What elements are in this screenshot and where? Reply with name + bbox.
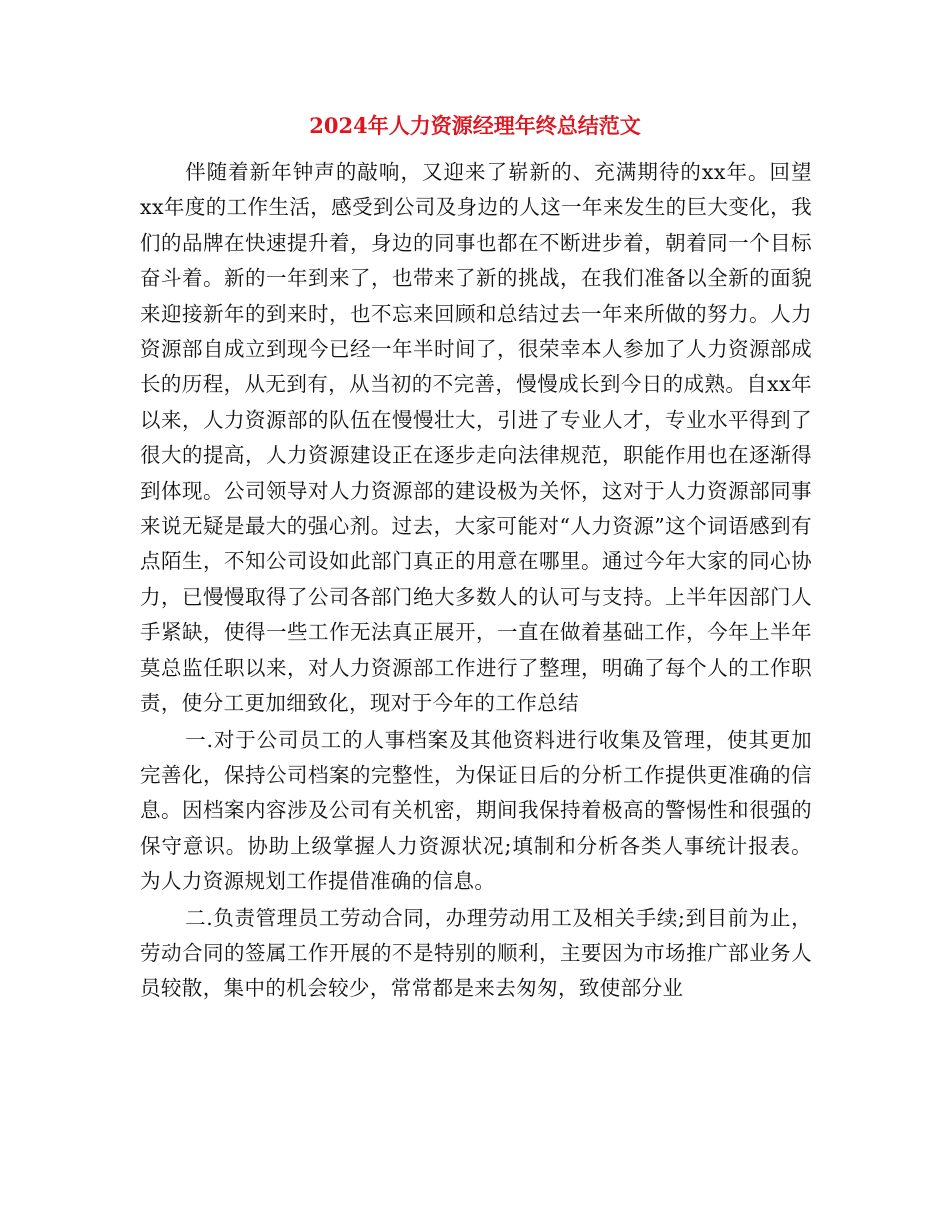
- paragraph-item-1: 一.对于公司员工的人事档案及其他资料进行收集及管理，使其更加完善化，保持公司档案的完整性，为保证日后的分析工作提供更准确的信息。因档案内容涉及公司有关机密，期间我保持着极高的警惕性和很强的保守意识。协助上级掌握人力资源状况;填制和分析各类人事统计报表。为人力资源规划工作提借准确的信息。: [140, 727, 812, 894]
- paragraph-intro: 伴随着新年钟声的敲响，又迎来了崭新的、充满期待的xx年。回望xx年度的工作生活，感受到公司及身边的人这一年来发生的巨大变化，我们的品牌在快速提升着，身边的同事也都在不断进步着，朝着同一个目标奋斗着。新的一年到来了，也带来了新的挑战，在我们准备以全新的面貌来迎接新年的到来时，也不忘来回顾和总结过去一年来所做的努力。人力资源部自成立到现今已经一年半时间了，很荣幸本人参加了人力资源部成长的历程，从无到有，从当初的不完善，慢慢成长到今日的成熟。自xx年以来，人力资源部的队伍在慢慢壮大，引进了专业人才，专业水平得到了很大的提高，人力资源建设正在逐步走向法律规范，职能作用也在逐渐得到体现。公司领导对人力资源部的建设极为关怀，这对于人力资源部同事来说无疑是最大的强心剂。过去，大家可能对“人力资源”这个词语感到有点陌生，不知公司设如此部门真正的用意在哪里。通过今年大家的同心协力，已慢慢取得了公司各部门绝大多数人的认可与支持。上半年因部门人手紧缺，使得一些工作无法真正展开，一直在做着基础工作，今年上半年莫总监任职以来，对人力资源部工作进行了整理，明确了每个人的工作职责，使分工更加细致化，现对于今年的工作总结: [140, 160, 812, 716]
- paragraph-item-2: 二.负责管理员工劳动合同，办理劳动用工及相关手续;到目前为止，劳动合同的签属工作开展的不是特别的顺利，主要因为市场推广部业务人员较散，集中的机会较少，常常都是来去匆匆，致使部分业: [140, 905, 812, 1001]
- document-title: 2024年人力资源经理年终总结范文: [309, 113, 641, 138]
- document-body: [140, 155, 812, 1007]
